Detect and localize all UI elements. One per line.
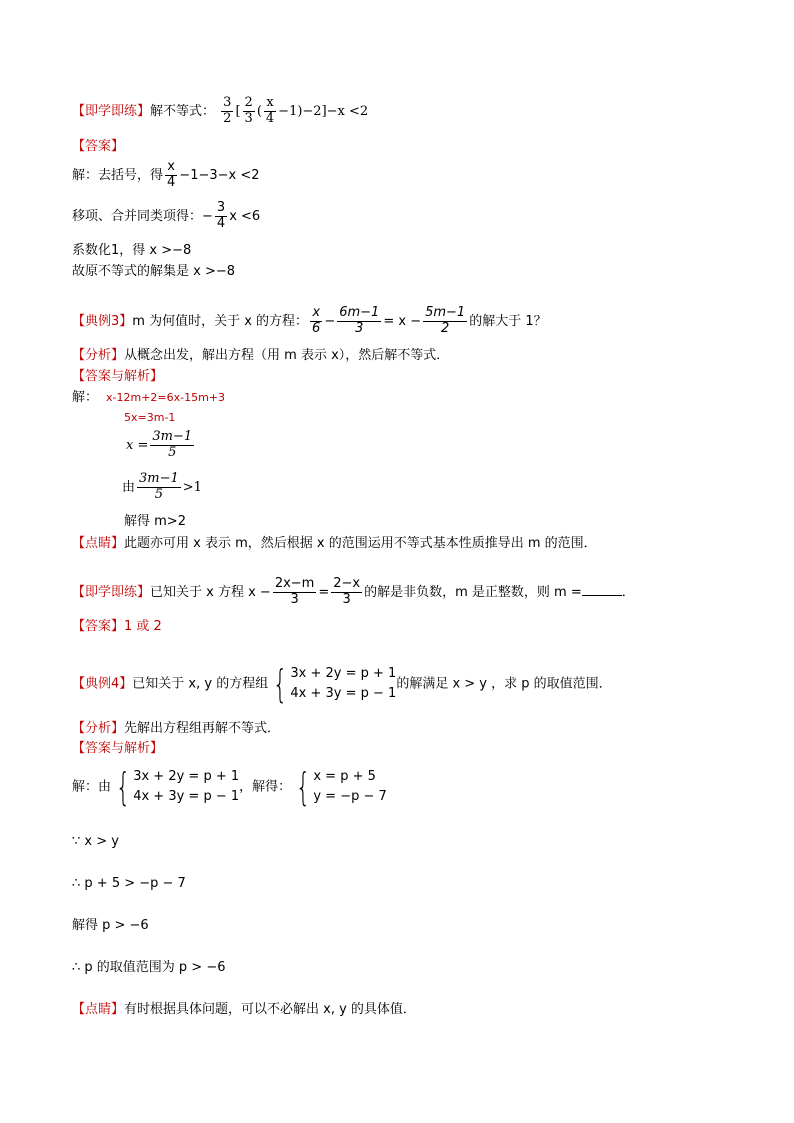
practice-2-question: 【即学即练】已知关于 x 方程 x − $\frac{2x-m}{3}$ = $\frac{2-x}{3}$ 的解是非负数，m 是正整数，则 m = ． [72, 576, 635, 607]
answer-line [72, 620, 162, 633]
fraction: $\frac{x}{4}$ [265, 95, 275, 126]
key-point-line: 【点睛】有时根据具体问题，可以不必解出 x, y 的具体值． [72, 1002, 416, 1017]
example-tag: 【典例4】 [72, 676, 133, 692]
solution-step-3: 解得 p > −6 [72, 918, 149, 933]
analysis-line: 【分析】从概念出发，解出方程（用 m 表示 x），然后解不等式． [72, 348, 450, 363]
analysis-line: 【分析】先解出方程组再解不等式． [72, 721, 281, 736]
solution-system: { x = p + 5 y = −p − 7 [295, 765, 387, 810]
fraction: $\frac{2}{3}$ [244, 95, 253, 126]
example-tag: 【典例3】 [72, 313, 133, 329]
solution-intro: 解： [72, 390, 99, 405]
solution-system-line: 解：由 { 3x + 2y = p + 1 4x + 3y = p − 1 ，解得： { x = p + 5 y = −p − 7 [72, 765, 387, 810]
solution-line-2: 移项、合并同类项得：− $\frac{3}{4}$ x <6 [72, 200, 261, 231]
key-point-tag: 【点睛】 [72, 1002, 125, 1017]
practice-tag: 【即学即练】 [72, 103, 151, 119]
analysis-tag: 【分析】 [72, 348, 125, 363]
solution-step-1: x-12m+2=6x-15m+3 [106, 391, 226, 404]
example-4-question: 【典例4】已知关于 x, y 的方程组 { 3x + 2y = p + 1 4x + 3y = p − 1 的解满足 x > y ，求 p 的取值范围． [72, 662, 612, 707]
answer-analysis-tag: 【答案与解析】 [72, 741, 164, 756]
key-point-line: 【点睛】此题亦可用 x 表示 m，然后根据 x 的范围运用不等式基本性质推导出 m 的范围． [72, 536, 597, 551]
solution-step-5: 解得 m>2 [124, 514, 186, 529]
key-point-tag: 【点睛】 [72, 536, 125, 551]
solution-step-4: ∴ p 的取值范围为 p > −6 [72, 960, 226, 975]
solution-step-4: 由 $\frac{3m-1}{5}$ >1 [122, 471, 202, 502]
solution-step-1: ∵ x > y [72, 834, 119, 849]
solution-line-3: 系数化1，得 x >−8 [72, 243, 192, 258]
answer-blank [582, 583, 622, 596]
fraction: $\frac{3}{2}$ [223, 95, 232, 126]
solution-step-2: ∴ p + 5 > −p − 7 [72, 876, 186, 891]
practice-tag: 【即学即练】 [72, 584, 151, 600]
solution-line-4: 故原不等式的解集是 x >−8 [72, 264, 236, 279]
solution-step-2: 5x=3m-1 [124, 411, 176, 424]
equation-system: { 3x + 2y = p + 1 4x + 3y = p − 1 [115, 765, 240, 810]
analysis-tag: 【分析】 [72, 721, 125, 736]
equation-system: { 3x + 2y = p + 1 4x + 3y = p − 1 [273, 662, 397, 707]
answer-analysis-tag: 【答案与解析】 [72, 369, 164, 384]
question-text: 解不等式： [150, 103, 216, 119]
answer-value: 1 或 2 [124, 619, 162, 634]
solution-step-3: x = $\frac{3m-1}{5}$ [126, 429, 193, 460]
solution-line-1: 解：去括号，得 $\frac{x}{4}$ −1−3−x <2 [72, 159, 260, 190]
example-3-question: 【典例3】m 为何值时，关于 x 的方程： $\frac{x}{6}$ − $\frac{6m-1}{3}$ = x − $\frac{5m-1}{2}$ 的解大于 1？ [72, 305, 547, 336]
practice-line: 【即学即练】解不等式： $\frac{3}{2}$ [ $\frac{2}{3}$ ( $\frac{x}{4}$ −1)−2]−x <2 [72, 95, 369, 126]
answer-tag: 【答案】 [72, 619, 125, 634]
answer-tag: 【答案】 [72, 139, 125, 154]
